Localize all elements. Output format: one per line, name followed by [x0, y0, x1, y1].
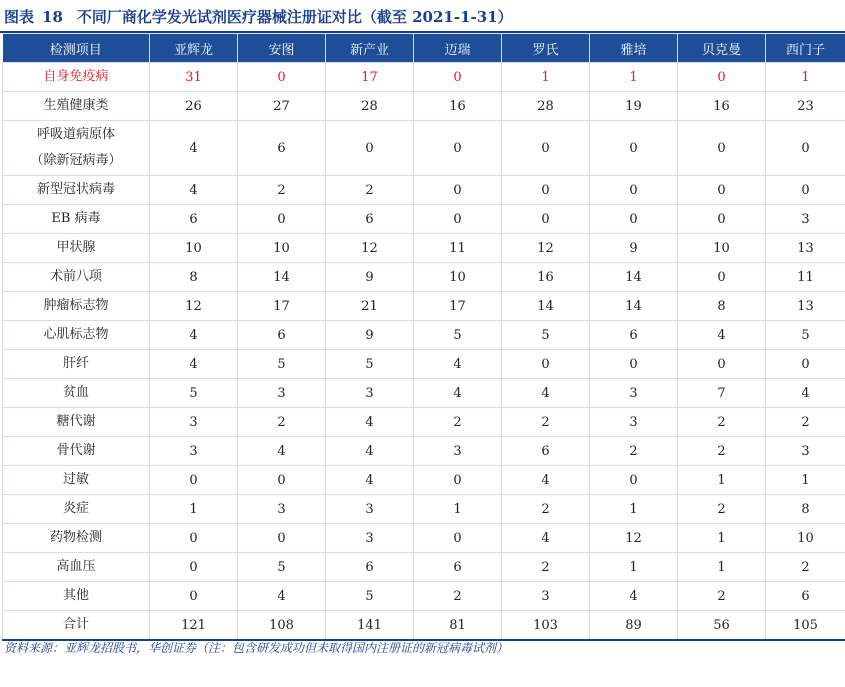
- value-cell: 5: [326, 582, 414, 611]
- value-cell: 1: [150, 495, 238, 524]
- header-cell: 雅培: [590, 34, 678, 63]
- value-cell: 6: [766, 582, 845, 611]
- value-cell: 4: [590, 582, 678, 611]
- value-cell: 5: [238, 350, 326, 379]
- value-cell: 141: [326, 611, 414, 641]
- title-text: 不同厂商化学发光试剂医疗器械注册证对比（截至 2021-1-31）: [76, 8, 513, 26]
- row-label-text: 炎症: [62, 501, 89, 516]
- row-label: [3, 263, 150, 292]
- value-cell: 17: [414, 292, 502, 321]
- value-cell: 10: [766, 524, 845, 553]
- row-label-text: 高血压: [56, 559, 96, 574]
- value-cell: 6: [238, 321, 326, 350]
- value-cell: 0: [150, 553, 238, 582]
- row-label-text: 呼吸道病原体: [36, 127, 115, 142]
- value-cell: 0: [678, 121, 766, 176]
- value-cell: 6: [238, 121, 326, 176]
- value-cell: 13: [766, 292, 845, 321]
- value-cell: 17: [238, 292, 326, 321]
- value-cell: 11: [414, 234, 502, 263]
- row-label: [3, 292, 150, 321]
- value-cell: 4: [678, 321, 766, 350]
- value-cell: 0: [678, 205, 766, 234]
- value-cell: 0: [502, 350, 590, 379]
- value-cell: 14: [590, 292, 678, 321]
- value-cell: 27: [238, 92, 326, 121]
- table-row: [3, 263, 845, 292]
- value-cell: 0: [766, 176, 845, 205]
- row-label: [3, 92, 150, 121]
- value-cell: 108: [238, 611, 326, 641]
- header-cell: 亚辉龙: [150, 34, 238, 63]
- value-cell: 2: [678, 408, 766, 437]
- table-row: [3, 205, 845, 234]
- value-cell: 0: [502, 121, 590, 176]
- header-row: [3, 34, 845, 63]
- value-cell: 5: [502, 321, 590, 350]
- row-label: [3, 379, 150, 408]
- value-cell: 3: [326, 379, 414, 408]
- value-cell: 14: [238, 263, 326, 292]
- value-cell: 4: [414, 379, 502, 408]
- value-cell: 1: [502, 63, 590, 92]
- value-cell: 0: [502, 176, 590, 205]
- value-cell: 0: [502, 205, 590, 234]
- value-cell: 1: [678, 466, 766, 495]
- value-cell: 4: [150, 176, 238, 205]
- value-cell: 121: [150, 611, 238, 641]
- value-cell: 10: [414, 263, 502, 292]
- value-cell: 31: [150, 63, 238, 92]
- value-cell: 3: [326, 495, 414, 524]
- table-row: [3, 495, 845, 524]
- row-label-text: 骨代谢: [56, 443, 96, 458]
- value-cell: 12: [590, 524, 678, 553]
- value-cell: 9: [326, 321, 414, 350]
- value-cell: 28: [502, 92, 590, 121]
- value-cell: 3: [766, 205, 845, 234]
- value-cell: 56: [678, 611, 766, 641]
- value-cell: 0: [150, 466, 238, 495]
- value-cell: 12: [326, 234, 414, 263]
- row-label: [3, 234, 150, 263]
- value-cell: 10: [150, 234, 238, 263]
- value-cell: 3: [502, 582, 590, 611]
- value-cell: 17: [326, 63, 414, 92]
- row-label-text: 药物检测: [49, 530, 102, 545]
- value-cell: 2: [766, 553, 845, 582]
- table-row: [3, 176, 845, 205]
- table-row: [3, 611, 845, 641]
- row-label-text: 贫血: [62, 385, 89, 400]
- value-cell: 0: [414, 466, 502, 495]
- value-cell: 19: [590, 92, 678, 121]
- value-cell: 5: [326, 350, 414, 379]
- value-cell: 3: [238, 495, 326, 524]
- header-cell: 新产业: [326, 34, 414, 63]
- value-cell: 23: [766, 92, 845, 121]
- value-cell: 1: [590, 63, 678, 92]
- value-cell: 4: [150, 321, 238, 350]
- value-cell: 89: [590, 611, 678, 641]
- header-cell: 贝克曼: [678, 34, 766, 63]
- row-label: [3, 176, 150, 205]
- table-row: [3, 121, 845, 176]
- value-cell: 81: [414, 611, 502, 641]
- table-row: [3, 553, 845, 582]
- value-cell: 4: [150, 350, 238, 379]
- value-cell: 4: [502, 379, 590, 408]
- value-cell: 1: [590, 553, 678, 582]
- value-cell: 4: [326, 466, 414, 495]
- value-cell: 1: [590, 495, 678, 524]
- row-label: [3, 350, 150, 379]
- value-cell: 2: [414, 408, 502, 437]
- row-label: [3, 524, 150, 553]
- value-cell: 0: [678, 176, 766, 205]
- value-cell: 0: [766, 121, 845, 176]
- value-cell: 21: [326, 292, 414, 321]
- row-label-text: 合计: [62, 617, 89, 632]
- header-cell: 检测项目: [3, 34, 150, 63]
- value-cell: 6: [590, 321, 678, 350]
- row-label: [3, 205, 150, 234]
- value-cell: 2: [766, 408, 845, 437]
- row-label-text: 肝纤: [62, 356, 89, 371]
- value-cell: 11: [766, 263, 845, 292]
- value-cell: 5: [414, 321, 502, 350]
- value-cell: 5: [150, 379, 238, 408]
- value-cell: 2: [590, 437, 678, 466]
- value-cell: 3: [590, 408, 678, 437]
- value-cell: 4: [326, 437, 414, 466]
- row-label-text: 新型冠状病毒: [36, 182, 115, 197]
- value-cell: 10: [238, 234, 326, 263]
- table-row: [3, 350, 845, 379]
- row-label-text: EB 病毒: [51, 211, 101, 226]
- value-cell: 6: [414, 553, 502, 582]
- value-cell: 0: [414, 205, 502, 234]
- row-label-text: 心肌标志物: [43, 327, 109, 342]
- value-cell: 9: [590, 234, 678, 263]
- row-label: [3, 121, 150, 176]
- value-cell: 13: [766, 234, 845, 263]
- value-cell: 16: [414, 92, 502, 121]
- value-cell: 0: [678, 263, 766, 292]
- value-cell: 103: [502, 611, 590, 641]
- table-row: [3, 379, 845, 408]
- value-cell: 6: [326, 205, 414, 234]
- value-cell: 0: [150, 582, 238, 611]
- row-label: [3, 63, 150, 92]
- header-cell: 罗氏: [502, 34, 590, 63]
- row-label-text: 糖代谢: [56, 414, 96, 429]
- value-cell: 1: [678, 553, 766, 582]
- value-cell: 4: [238, 437, 326, 466]
- table-title: [4, 4, 513, 30]
- value-cell: 4: [150, 121, 238, 176]
- value-cell: 0: [326, 121, 414, 176]
- value-cell: 0: [766, 350, 845, 379]
- value-cell: 2: [414, 582, 502, 611]
- value-cell: 2: [678, 437, 766, 466]
- value-cell: 2: [502, 553, 590, 582]
- value-cell: 3: [238, 379, 326, 408]
- row-label-text: 肿瘤标志物: [43, 298, 109, 313]
- value-cell: 1: [766, 63, 845, 92]
- row-label: [3, 611, 150, 641]
- row-label-text: 生殖健康类: [43, 98, 109, 113]
- table-row: [3, 63, 845, 92]
- row-label: [3, 582, 150, 611]
- value-cell: 14: [502, 292, 590, 321]
- value-cell: 0: [238, 63, 326, 92]
- value-cell: 12: [502, 234, 590, 263]
- value-cell: 2: [238, 176, 326, 205]
- value-cell: 2: [502, 408, 590, 437]
- value-cell: 2: [678, 582, 766, 611]
- value-cell: 6: [502, 437, 590, 466]
- value-cell: 2: [502, 495, 590, 524]
- value-cell: 3: [326, 524, 414, 553]
- value-cell: 6: [326, 553, 414, 582]
- value-cell: 12: [150, 292, 238, 321]
- value-cell: 14: [590, 263, 678, 292]
- row-label-text: 其他: [62, 588, 89, 603]
- value-cell: 8: [150, 263, 238, 292]
- table-row: [3, 408, 845, 437]
- value-cell: 1: [766, 466, 845, 495]
- value-cell: 3: [590, 379, 678, 408]
- row-label: [3, 466, 150, 495]
- row-label-text: 术前八项: [49, 269, 102, 284]
- row-label: [3, 437, 150, 466]
- table-row: [3, 524, 845, 553]
- header-cell: 安图: [238, 34, 326, 63]
- value-cell: 0: [678, 63, 766, 92]
- value-cell: 4: [502, 524, 590, 553]
- value-cell: 3: [150, 437, 238, 466]
- value-cell: 0: [414, 63, 502, 92]
- header-cell: 西门子: [766, 34, 845, 63]
- value-cell: 8: [678, 292, 766, 321]
- row-label: [3, 495, 150, 524]
- table-row: [3, 437, 845, 466]
- value-cell: 0: [414, 176, 502, 205]
- value-cell: 9: [326, 263, 414, 292]
- value-cell: 1: [414, 495, 502, 524]
- value-cell: 26: [150, 92, 238, 121]
- registration-comparison-table: [2, 33, 845, 641]
- value-cell: 0: [414, 524, 502, 553]
- value-cell: 2: [326, 176, 414, 205]
- table-row: [3, 292, 845, 321]
- value-cell: 1: [678, 524, 766, 553]
- value-cell: 3: [414, 437, 502, 466]
- value-cell: 0: [150, 524, 238, 553]
- value-cell: 2: [678, 495, 766, 524]
- value-cell: 0: [590, 176, 678, 205]
- value-cell: 0: [590, 205, 678, 234]
- value-cell: 28: [326, 92, 414, 121]
- value-cell: 7: [678, 379, 766, 408]
- value-cell: 0: [414, 121, 502, 176]
- table-row: [3, 92, 845, 121]
- value-cell: 4: [414, 350, 502, 379]
- value-cell: 0: [238, 466, 326, 495]
- value-cell: 5: [766, 321, 845, 350]
- table-row: [3, 234, 845, 263]
- table-row: [3, 321, 845, 350]
- value-cell: 105: [766, 611, 845, 641]
- row-label: [3, 408, 150, 437]
- value-cell: 5: [238, 553, 326, 582]
- value-cell: 0: [590, 350, 678, 379]
- value-cell: 4: [502, 466, 590, 495]
- value-cell: 0: [238, 205, 326, 234]
- row-label: [3, 321, 150, 350]
- value-cell: 0: [590, 121, 678, 176]
- title-prefix: 图表: [4, 8, 35, 26]
- value-cell: 4: [326, 408, 414, 437]
- value-cell: 8: [766, 495, 845, 524]
- table-row: [3, 582, 845, 611]
- value-cell: 2: [238, 408, 326, 437]
- value-cell: 4: [766, 379, 845, 408]
- table-row: [3, 466, 845, 495]
- row-label: [3, 553, 150, 582]
- row-label-subtext: （除新冠病毒）: [30, 153, 122, 168]
- value-cell: 6: [150, 205, 238, 234]
- value-cell: 3: [150, 408, 238, 437]
- value-cell: 4: [238, 582, 326, 611]
- value-cell: 0: [238, 524, 326, 553]
- row-label-text: 过敏: [62, 472, 89, 487]
- source-note: 资料来源：亚辉龙招股书，华创证券（注：包含研发成功但未取得国内注册证的新冠病毒试剂）: [4, 641, 509, 655]
- header-cell: 迈瑞: [414, 34, 502, 63]
- row-label-text: 甲状腺: [56, 240, 96, 255]
- value-cell: 16: [678, 92, 766, 121]
- value-cell: 16: [502, 263, 590, 292]
- row-label-text: 自身免疫病: [43, 69, 109, 84]
- value-cell: 0: [678, 350, 766, 379]
- value-cell: 0: [590, 466, 678, 495]
- title-number: 18: [42, 8, 63, 26]
- value-cell: 3: [766, 437, 845, 466]
- value-cell: 10: [678, 234, 766, 263]
